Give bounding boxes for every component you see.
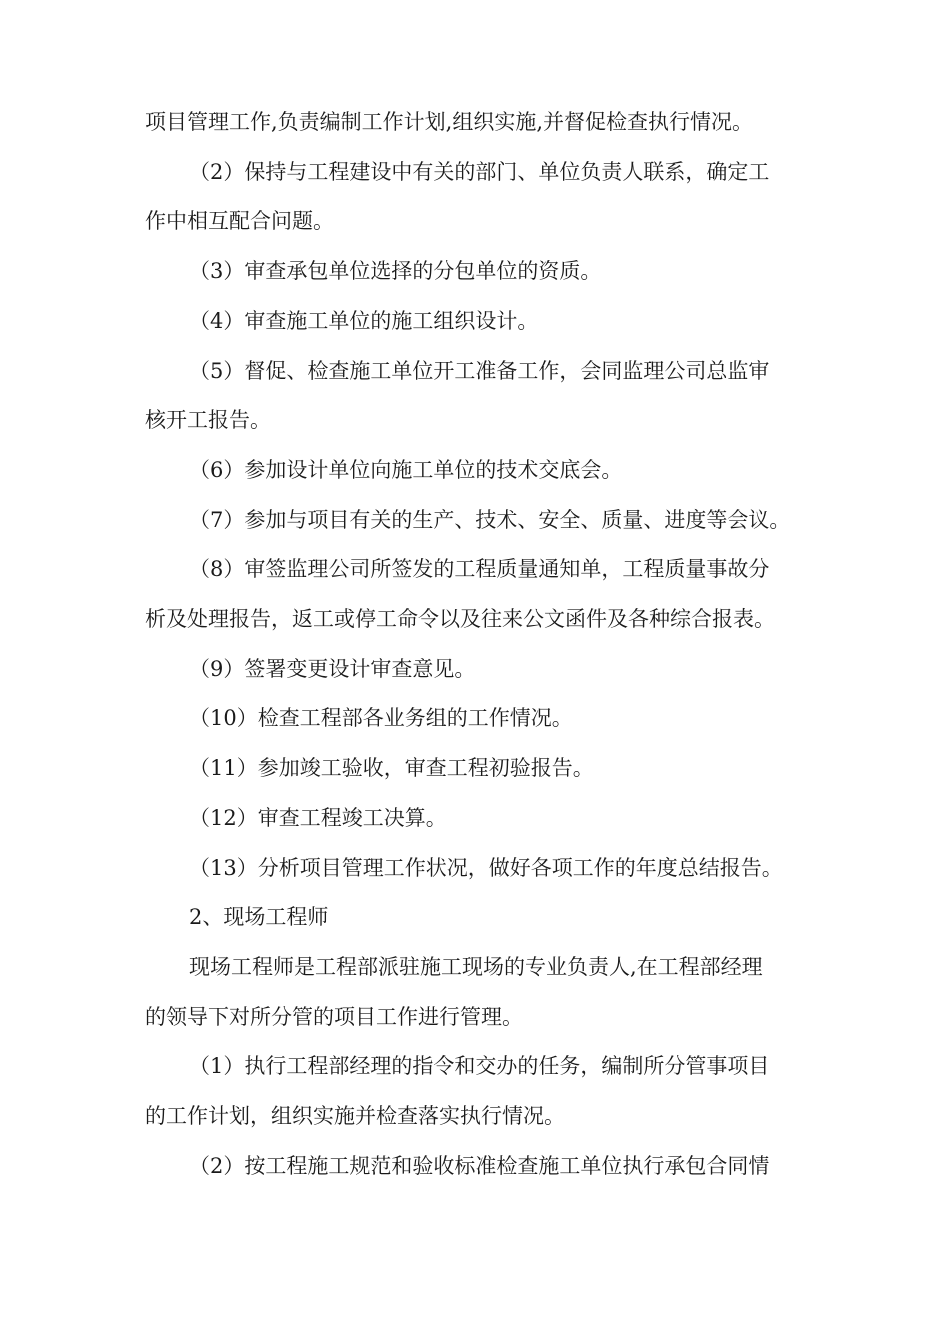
text-line: 作中相互配合问题。 <box>145 209 334 234</box>
text-line: （9）签署变更设计审查意见。 <box>189 656 476 681</box>
text-line: （7）参加与项目有关的生产、技术、安全、质量、进度等会议。 <box>189 507 791 532</box>
paragraph-item-4 <box>145 297 809 347</box>
text-line: （8）审签监理公司所签发的工程质量通知单，工程质量事故分 <box>189 557 770 582</box>
text-line: （10）检查工程部各业务组的工作情况。 <box>189 706 573 731</box>
text-line: （13）分析项目管理工作状况，做好各项工作的年度总结报告。 <box>189 855 783 880</box>
paragraph-item-12 <box>145 794 809 844</box>
section-heading <box>145 893 809 943</box>
text-line: 的领导下对所分管的项目工作进行管理。 <box>145 1004 523 1029</box>
paragraph-item-9 <box>145 645 809 695</box>
paragraph-item-5 <box>145 347 809 446</box>
paragraph-continuation <box>145 98 809 148</box>
text-line: （12）审查工程竣工决算。 <box>189 805 447 830</box>
text-line: （2）按工程施工规范和验收标准检查施工单位执行承包合同情 <box>189 1153 770 1178</box>
paragraph-item-13 <box>145 844 809 894</box>
text-line: （5）督促、检查施工单位开工准备工作，会同监理公司总监审 <box>189 358 770 383</box>
paragraph-item-8 <box>145 545 809 644</box>
paragraph-item-7 <box>145 496 809 546</box>
text-line: 的工作计划，组织实施并检查落实执行情况。 <box>145 1104 565 1129</box>
text-line: 核开工报告。 <box>145 408 271 433</box>
paragraph-item-3 <box>145 247 809 297</box>
text-line: 现场工程师是工程部派驻施工现场的专业负责人,在工程部经理 <box>189 954 763 979</box>
document-body <box>145 98 809 1191</box>
paragraph-duty-2 <box>145 1142 809 1192</box>
text-line: 项目管理工作,负责编制工作计划,组织实施,并督促检查执行情况。 <box>145 110 754 134</box>
text-line: （3）审查承包单位选择的分包单位的资质。 <box>189 259 602 284</box>
paragraph-item-11 <box>145 744 809 794</box>
heading-text: 2、现场工程师 <box>189 905 329 930</box>
text-line: （4）审查施工单位的施工组织设计。 <box>189 308 539 333</box>
text-line: 析及处理报告，返工或停工命令以及往来公文函件及各种综合报表。 <box>145 607 775 632</box>
paragraph-item-10 <box>145 694 809 744</box>
text-line: （1）执行工程部经理的指令和交办的任务，编制所分管事项目 <box>189 1054 770 1079</box>
paragraph-intro <box>145 943 809 1042</box>
text-line: （11）参加竣工验收，审查工程初验报告。 <box>189 756 594 781</box>
paragraph-duty-1 <box>145 1042 809 1141</box>
paragraph-item-6 <box>145 446 809 496</box>
paragraph-item-2 <box>145 148 809 247</box>
text-line: （6）参加设计单位向施工单位的技术交底会。 <box>189 457 623 482</box>
text-line: （2）保持与工程建设中有关的部门、单位负责人联系，确定工 <box>189 159 770 184</box>
